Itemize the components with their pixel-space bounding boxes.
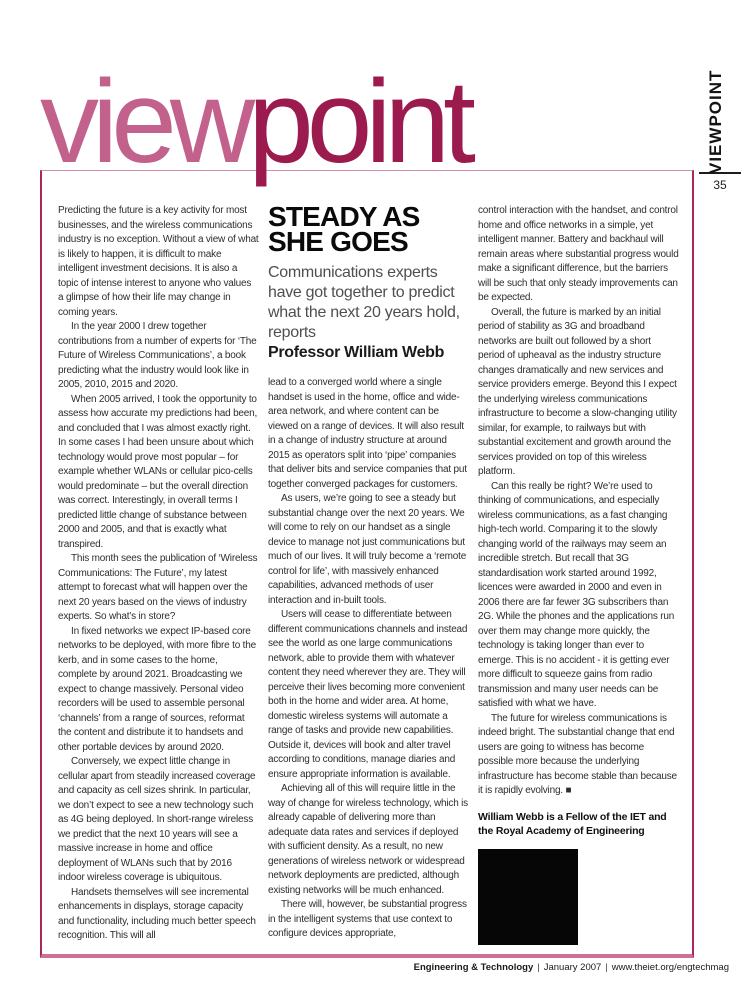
- body-paragraph: control interaction with the handset, and control home and office networks in a simple, yet intelligent manner. Battery and backhaul will remain areas where substantial progress would make a significant difference, but the barriers will be such that only steady improvements can be expected.: [478, 205, 679, 303]
- masthead-title-view: view: [40, 56, 249, 188]
- masthead-title-point: point: [248, 56, 469, 188]
- body-paragraph: lead to a converged world where a single handset is used in the home, office and wide-area network, and where content can be viewed on a range of devices. It will also result in a change of industry structure at around 2015 as operators split into ‘pipe’ companies that deliver bits and service companies that put together converged packages for customers.: [268, 377, 467, 490]
- body-paragraph: As users, we’re going to see a steady but substantial change over the next 20 years. We will come to rely on our handset as a single device to manage not just communications but much of our lives. It will truly become a ‘remote control for life’, with massively enhanced capabilities, advanced methods of user interaction and in-built tools.: [268, 493, 467, 606]
- body-paragraph: When 2005 arrived, I took the opportunity to assess how accurate my predictions had been, and concluded that I was almost exactly right. In some cases I had been unsure about which technology would prove most popular – for example whether WLANs or cellular pico-cells would predominate – but the overall direction was correct. Interestingly, in overall terms I predicted little change of substance between 2000 and 2005, and that is exactly what transpired.: [58, 393, 258, 550]
- page-number: 35: [699, 172, 741, 192]
- body-paragraph: The future for wireless communications is indeed bright. The substantial change that end users are going to witness has become possible more because the underlying infrastructure has become stable than because it is rapidly evolving. ■: [478, 712, 677, 796]
- body-paragraph: In fixed networks we expect IP-based core networks to be deployed, with more fibre to the kerb, and in some cases to the home, complete by around 2021. Broadcasting we expect to change massively. Personal video recorders will be used to assemble personal ‘channels’ from a range of sources, reformat the content and distribute it to handsets and other portable devices by around 2020.: [58, 625, 256, 753]
- article-frame: [40, 170, 694, 958]
- author-photo-placeholder: [478, 849, 578, 945]
- body-paragraph: Achieving all of this will require little in the way of change for wireless technology, which is already capable of delivering more than adequate data rates and services if deployed with sufficient density. As a result, no new generations of wireless network or widespread network deployments are predicted, although existing networks will be much enhanced.: [268, 783, 468, 896]
- author-byline: William Webb is a Fellow of the IET and the Royal Academy of Engineering: [478, 810, 667, 837]
- headline-line-1: STEADY AS: [268, 204, 420, 232]
- body-paragraph: Handsets themselves will see incremental enhancements in displays, storage capacity and functionality, including much better speech recognition. This will all: [58, 886, 256, 941]
- article-column-2: [268, 204, 469, 954]
- footer-separator: |: [537, 962, 540, 973]
- body-paragraph: Users will cease to differentiate between different communications channels and instead see the world as one large communications network, able to provide them with whatever content they need wherever they are. They will perceive their lives becoming more convenient both in the home and wider area. At home, domestic wireless systems will automate a range of tasks and provide new capabilities. Outside it, devices will book and alter travel according to conditions, manage diaries and ensure appropriate information is available.: [268, 609, 468, 780]
- body-paragraph: Can this really be right? We’re used to thinking of communications, and especially wireless communications, as a fast changing high-tech world. Comparing it to the slowly changing world of the railways may seem an incredible stretch. But recall that 3G standardisation work started around 1992, licences were awarded in 2000 and even in 2006 there are far fewer 3G subscribers than 2G. While the phones and the applications run over them may change more quickly, the technology is taking longer than ever to emerge. This is no accident - it is getting ever more difficult to squeeze gains from radio transmission and many user needs can be satisfied with what we have.: [478, 480, 675, 709]
- footer-magazine-title: Engineering & Technology: [413, 962, 534, 973]
- article-headline: [268, 204, 469, 257]
- article-column-3: [478, 204, 679, 954]
- body-paragraph: Overall, the future is marked by an initial period of stability as 3G and broadband networks are built out followed by a short period of upheaval as the industry structure changes dramatically and new services and service providers emerge. Beyond this I expect the underlying wireless communications infrastructure to become a slow-changing utility similar, for example, to railways but with substantial excitement and growth around the services provided on top of this wireless platform.: [478, 306, 677, 477]
- footer-website: www.theiet.org/engtechmag: [611, 962, 729, 973]
- body-paragraph: Conversely, we expect little change in cellular apart from steadily increased coverage and capacity as cell sizes shrink. In particular, we don’t expect to see a new technology such as 4G being deployed. In short-range wireless we predict that the next 10 years will see a massive increase in home and office deployment of WLANs such that by 2016 indoor wireless coverage is ubiquitous.: [58, 756, 256, 883]
- body-paragraph: In the year 2000 I drew together contributions from a number of experts for ‘The Future of Wireless Communications’, a book predicting what the industry would look like in 2005, 2010, 2015 and 2020.: [58, 321, 257, 390]
- section-label-vertical: VIEWPOINT: [706, 69, 725, 174]
- article-standfirst: Communications experts have got together to predict what the next 20 years hold, reports: [268, 264, 460, 341]
- article-standfirst-author: Professor William Webb: [268, 344, 445, 361]
- masthead-title: [40, 56, 469, 188]
- footer-separator: |: [605, 962, 608, 973]
- headline-line-2: SHE GOES: [268, 226, 408, 257]
- body-paragraph: There will, however, be substantial progress in the intelligent systems that use context to configure devices appropriate,: [268, 899, 467, 939]
- article-column-1: [58, 204, 259, 954]
- body-paragraph: Predicting the future is a key activity for most businesses, and the wireless communications industry is no exception. Without a view of what is likely to happen, it is difficult to make intelligent investment decisions. It is also a topic of intense interest to anyone who values a glimpse of how their life may change in coming years.: [58, 205, 259, 318]
- body-paragraph: This month sees the publication of ‘Wireless Communications: The Future’, my latest attempt to forecast what will happen over the next 20 years based on the views of industry experts. So what’s in store?: [58, 553, 258, 622]
- footer-issue-date: January 2007: [543, 962, 602, 973]
- page-footer: [414, 962, 729, 973]
